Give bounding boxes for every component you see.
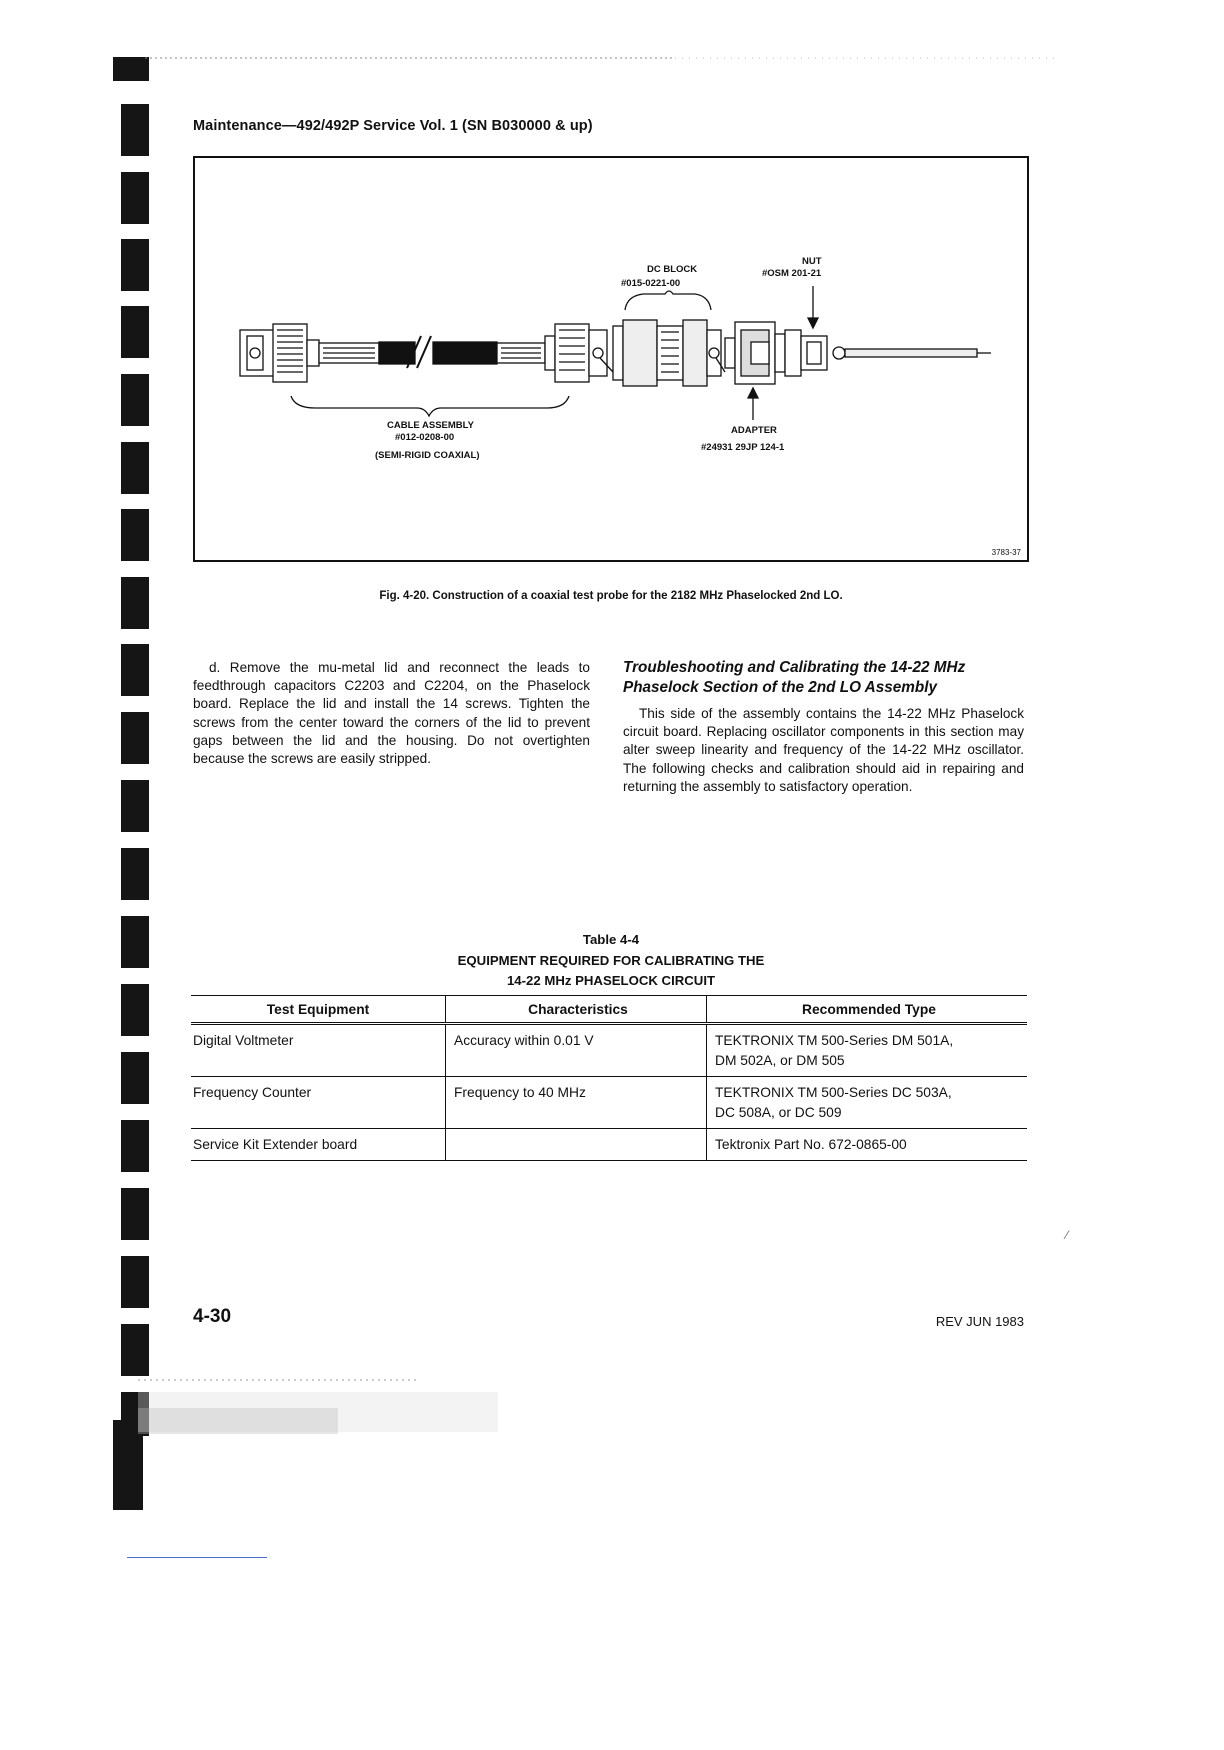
table-row [191,1129,1027,1161]
cell-type-line-1: TEKTRONIX TM 500-Series DM 501A, [715,1033,954,1048]
cable-assembly-note-label: (SEMI-RIGID COAXIAL) [375,450,480,461]
binding-strip [113,40,153,1750]
table-title-line-2: 14-22 MHz PHASELOCK CIRCUIT [506,973,716,988]
cell-characteristics: Frequency to 40 MHz [446,1077,707,1129]
figure-caption: Fig. 4-20. Construction of a coaxial test probe for the 2182 MHz Phaselocked 2nd LO. [379,590,843,602]
page-number: 4-30 [193,1306,232,1327]
cell-recommended-type [707,1077,1028,1129]
revision-date: REV JUN 1983 [935,1314,1024,1329]
cell-characteristics [446,1129,707,1161]
header-test-equipment: Test Equipment [191,996,446,1024]
cable-assembly-label: CABLE ASSEMBLY [387,420,474,431]
figure-4-20 [193,156,1029,562]
adapter-part-label: #24931 29JP 124-1 [701,442,785,453]
left-column [193,659,590,768]
cell-equipment: Service Kit Extender board [191,1129,446,1161]
header-characteristics: Characteristics [446,996,707,1024]
cell-type-line-2: DM 502A, or DM 505 [715,1053,845,1068]
table-title [193,930,1029,992]
table-row [191,1024,1027,1077]
cell-equipment: Frequency Counter [191,1077,446,1129]
nut-part-label: #OSM 201-21 [762,268,822,279]
scan-speck: ⁄ [1066,1228,1069,1242]
table-number: Table 4-4 [582,932,640,947]
nut-label: NUT [802,256,822,267]
figure-code: 3783-37 [991,548,1021,557]
cell-recommended-type [707,1129,1028,1161]
cell-type-line-2: DC 508A, or DC 509 [715,1105,842,1120]
cell-recommended-type [707,1024,1028,1077]
scan-noise-top [115,52,1075,66]
table-title-line-1: EQUIPMENT REQUIRED FOR CALIBRATING THE [457,952,765,968]
dc-block-label: DC BLOCK [647,264,698,275]
header-recommended-type: Recommended Type [707,996,1028,1024]
step-d-paragraph: d. Remove the mu-metal lid and reconnect the leads to feedthrough capacitors C2203 and C2204, on the Phaselock board. Replace the lid and install the 14 screws. Tighten the screws from the center toward the corners of the lid to prevent gaps between the lid and the housing. Do not overtighten because the screws are easily stripped. [193,660,590,767]
cell-characteristics: Accuracy within 0.01 V [446,1024,707,1077]
scan-underline-mark [127,1557,267,1558]
scan-noise-bottom [118,1378,678,1438]
right-column [623,658,1024,796]
cell-type-line-1: Tektronix Part No. 672-0865-00 [715,1137,907,1152]
running-head: Maintenance—492/492P Service Vol. 1 (SN B030000 & up) [193,118,593,134]
section-heading: Troubleshooting and Calibrating the 14-22 MHz Phaselock Section of the 2nd LO Assembly [623,659,966,696]
cable-assembly-part-label: #012-0208-00 [395,432,455,443]
section-paragraph: This side of the assembly contains the 14-22 MHz Phaselock circuit board. Replacing oscillator components in this section may alter sweep linearity and frequency of the 14-22 MHz oscillator. The following checks and calibration should aid in repairing and returning the assembly to satisfactory operation. [623,706,1024,794]
table-row [191,1077,1027,1129]
adapter-label: ADAPTER [731,425,777,436]
equipment-table [191,995,1027,1161]
coaxial-probe-drawing [195,158,1031,564]
dc-block-part-label: #015-0221-00 [621,278,681,289]
table-header-row [191,996,1027,1024]
cell-equipment: Digital Voltmeter [191,1024,446,1077]
cell-type-line-1: TEKTRONIX TM 500-Series DC 503A, [715,1085,952,1100]
